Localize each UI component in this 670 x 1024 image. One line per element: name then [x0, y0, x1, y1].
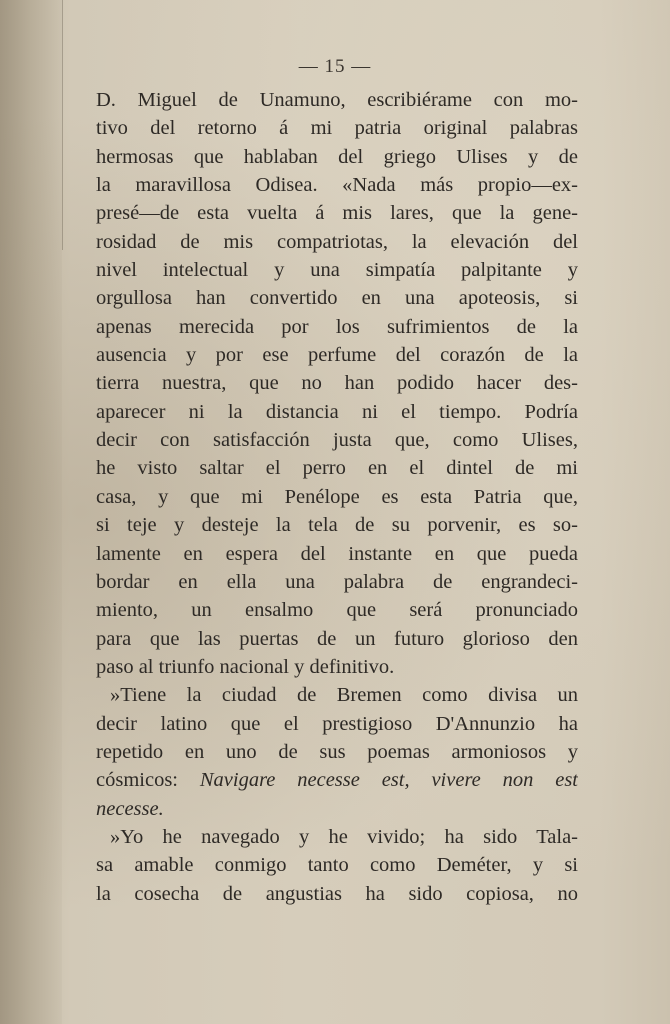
text-line: aparecer ni la distancia ni el tiempo. Podría — [96, 400, 578, 423]
text-line: ausencia y por ese perfume del corazón de la — [96, 344, 578, 367]
text-line: repetido en uno de sus poemas armoniosos y — [96, 740, 578, 763]
text-line: si teje y desteje la tela de su porvenir, es so- — [96, 514, 578, 537]
text-segment: cósmicos: — [96, 769, 200, 792]
text-line: tierra nuestra, que no han podido hacer des- — [96, 372, 578, 395]
binding-gutter — [0, 0, 62, 1024]
text-line: para que las puertas de un futuro glorioso den — [96, 627, 578, 650]
text-line: tivo del retorno á mi patria original palabras — [96, 117, 578, 140]
text-line: »Yo he navegado y he vivido; ha sido Tala- — [110, 825, 578, 848]
text-line: la cosecha de angustias ha sido copiosa, no — [96, 882, 578, 905]
text-line: D. Miguel de Unamuno, escribiérame con mo- — [96, 89, 578, 111]
latin-quote: necesse. — [96, 797, 164, 820]
text-line: orgullosa han convertido en una apoteosis, si — [96, 287, 578, 310]
text-line: apenas merecida por los sufrimientos de la — [96, 315, 578, 338]
text-line: sa amable conmigo tanto como Deméter, y si — [96, 854, 578, 877]
page-number: — 15 — — [298, 56, 372, 77]
text-line: rosidad de mis compatriotas, la elevación del — [96, 230, 578, 253]
text-line: casa, y que mi Penélope es esta Patria que, — [96, 485, 578, 508]
body-text — [96, 86, 578, 908]
text-line: paso al triunfo nacional y definitivo. — [96, 655, 395, 678]
text-line: »Tiene la ciudad de Bremen como divisa un — [110, 684, 578, 707]
text-line: decir latino que el prestigioso D'Annunzio ha — [96, 712, 578, 735]
latin-quote: Navigare necesse est, vivere non est — [199, 769, 578, 792]
text-line: miento, un ensalmo que será pronunciado — [96, 599, 578, 622]
page-fold — [62, 0, 63, 250]
text-line: decir con satisfacción justa que, como Ulises, — [96, 429, 578, 452]
text-line: la maravillosa Odisea. «Nada más propio—ex- — [96, 174, 578, 197]
text-line: nivel intelectual y una simpatía palpitante y — [96, 259, 578, 282]
text-line: bordar en ella una palabra de engrandeci- — [96, 570, 578, 593]
text-line: he visto saltar el perro en el dintel de mi — [96, 457, 578, 480]
text-line: presé—de esta vuelta á mis lares, que la gene- — [96, 202, 578, 225]
text-line: lamente en espera del instante en que pueda — [96, 542, 578, 565]
text-line — [96, 766, 578, 794]
text-line — [96, 795, 578, 823]
text-line: hermosas que hablaban del griego Ulises y de — [96, 145, 578, 168]
